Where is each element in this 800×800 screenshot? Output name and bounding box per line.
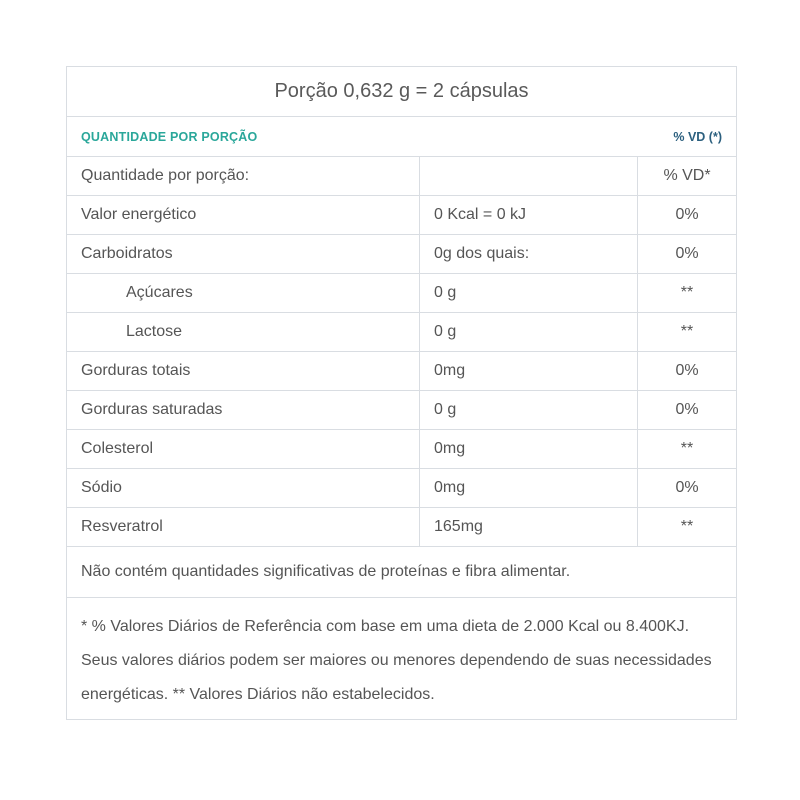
row-name: Gorduras totais bbox=[67, 352, 420, 391]
row-amount: 0 g bbox=[420, 391, 638, 430]
table-row bbox=[67, 391, 736, 430]
row-amount: 0mg bbox=[420, 352, 638, 391]
row-name: Lactose bbox=[67, 313, 420, 352]
table-row bbox=[67, 469, 736, 508]
row-amount: 0 g bbox=[420, 313, 638, 352]
table-row bbox=[67, 157, 736, 196]
row-amount: 0mg bbox=[420, 430, 638, 469]
row-amount: 0 Kcal = 0 kJ bbox=[420, 196, 638, 235]
table-row bbox=[67, 508, 736, 547]
row-amount: 0g dos quais: bbox=[420, 235, 638, 274]
table-header bbox=[67, 117, 736, 157]
row-vd: ** bbox=[638, 508, 737, 547]
row-amount bbox=[420, 157, 638, 196]
header-quantity-label: QUANTIDADE POR PORÇÃO bbox=[81, 130, 258, 144]
row-name: Valor energético bbox=[67, 196, 420, 235]
footer-note: * % Valores Diários de Referência com base em uma dieta de 2.000 Kcal ou 8.400KJ. Seus valores diários podem ser maiores ou menores dependendo de suas necessidades energéticas. ** Valores Diários não estabelecidos. bbox=[81, 618, 712, 703]
row-vd: ** bbox=[638, 274, 737, 313]
row-amount: 0 g bbox=[420, 274, 638, 313]
row-name: Carboidratos bbox=[67, 235, 420, 274]
row-vd: 0% bbox=[638, 352, 737, 391]
row-name: Gorduras saturadas bbox=[67, 391, 420, 430]
row-name: Resveratrol bbox=[67, 508, 420, 547]
row-vd: 0% bbox=[638, 391, 737, 430]
table-row bbox=[67, 352, 736, 391]
row-name: Colesterol bbox=[67, 430, 420, 469]
nutrition-facts-panel bbox=[66, 66, 737, 720]
row-vd: ** bbox=[638, 313, 737, 352]
header-vd-label: % VD (*) bbox=[673, 130, 722, 144]
row-name: Quantidade por porção: bbox=[67, 157, 420, 196]
table-row bbox=[67, 313, 736, 352]
table-row bbox=[67, 196, 736, 235]
row-name: Açúcares bbox=[67, 274, 420, 313]
row-amount: 0mg bbox=[420, 469, 638, 508]
table-row bbox=[67, 274, 736, 313]
row-name: Sódio bbox=[67, 469, 420, 508]
nutrients-note: Não contém quantidades significativas de proteínas e fibra alimentar. bbox=[67, 547, 736, 598]
table-row bbox=[67, 235, 736, 274]
row-vd: 0% bbox=[638, 196, 737, 235]
row-vd: 0% bbox=[638, 469, 737, 508]
table-row bbox=[67, 430, 736, 469]
row-vd: 0% bbox=[638, 235, 737, 274]
row-vd: ** bbox=[638, 430, 737, 469]
portion-title: Porção 0,632 g = 2 cápsulas bbox=[67, 67, 736, 117]
nutrition-table bbox=[67, 157, 736, 547]
row-vd: % VD* bbox=[638, 157, 737, 196]
row-amount: 165mg bbox=[420, 508, 638, 547]
